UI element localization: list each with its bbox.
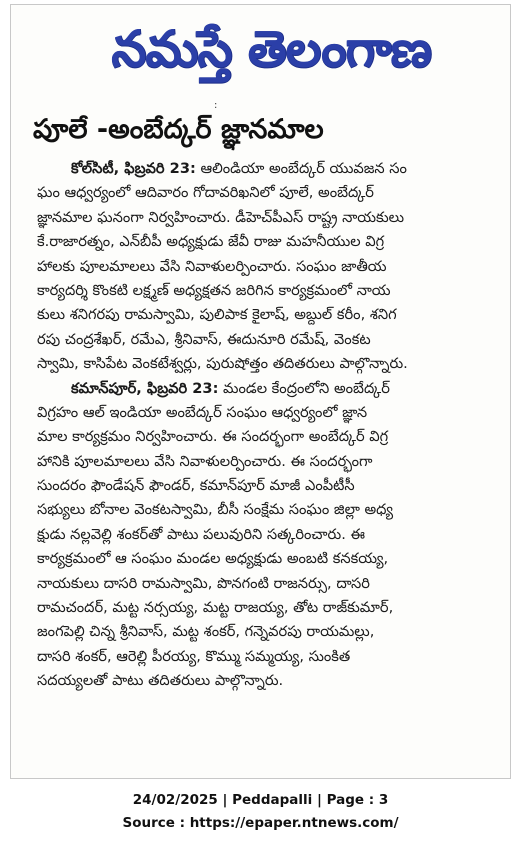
article-line (37, 596, 513, 620)
article-line (37, 498, 513, 522)
article-line (37, 425, 513, 449)
article-dateline: కమాన్‌పూర్, ఫిబ్రవరి 23: (71, 379, 219, 397)
article-line-text: రామచందర్, మట్ట నర్సయ్య, మట్ట రాజయ్య, తోట రాజ్‌కుమార్, (37, 599, 394, 617)
article-line-text: దాసరి శంకర్, ఆరెల్లి పీరయ్య, కొమ్ము సమ్మయ్య, సుంకిత (37, 647, 351, 665)
article-line-text: కులు శనిగరపు రామస్వామి, పులిపాక కైలాష్, అబ్దుల్ కరీం, శనిగ (37, 306, 397, 324)
separator-mark: : (214, 100, 218, 111)
article-line (37, 669, 513, 693)
article-line-text: సుందరం ఫౌండేషన్ ఫౌండర్, కమాన్‌పూర్ మాజీ ఎంపీటీసీ (37, 477, 355, 495)
article-line-text: ఆలిండియా అంబేద్కర్ యువజన సం (195, 160, 407, 177)
article-line (37, 401, 513, 425)
article-line-text: సదయ్యలతో పాటు తదితరులు పాల్గొన్నారు. (37, 672, 284, 690)
article-line-text: హాలకు పూలమాలలు వేసి నివాళులర్పించారు. సంఘం జాతీయ (37, 257, 387, 275)
article-line (37, 206, 513, 230)
article-line (37, 230, 513, 254)
article-headline: పూలే -అంబేద్కర్ జ్ఞానమాల (33, 114, 324, 145)
article-line-text: విగ్రహం ఆల్ ఇండియా అంబేద్కర్ సంఘం ఆధ్వర్యంలో జ్ఞాన (37, 403, 368, 421)
article-line-text: జ్ఞానమాల ఘనంగా నిర్వహించారు. డీహెచ్‌పీఎస్ రాష్ట్ర నాయకులు (37, 208, 405, 226)
article-line (37, 352, 513, 376)
article-line (37, 377, 513, 401)
article-line-text: కార్యక్రమంలో ఆ సంఘం మండల అధ్యక్షుడు అంబటి కనకయ్య, (37, 550, 389, 568)
article-line (37, 523, 513, 547)
article-line (37, 474, 513, 498)
article-line (37, 450, 513, 474)
article-line (37, 255, 513, 279)
newspaper-clipping (10, 4, 511, 779)
article-line (37, 645, 513, 669)
newspaper-masthead: నమస్తే తెలంగాణ (111, 20, 431, 78)
article-line-text: క్షుడు నల్లవెల్లి శంకర్‌తో పాటు పలువురిని సత్కరించారు. ఈ (37, 525, 365, 543)
article-dateline: కోల్‌సిటీ, ఫిబ్రవరి 23: (71, 160, 196, 177)
article-line-text: జంగపెల్లి చిన్న శ్రీనివాస్, మట్ట శంకర్, గన్నెవరపు రాయమల్లు, (37, 623, 375, 641)
article-body (37, 157, 513, 694)
article-line-text: కార్యదర్శి కొంకటి లక్ష్మణ్ అధ్యక్షతన జరిగిన కార్యక్రమంలో నాయ (37, 281, 391, 299)
article-line-text: నాయకులు దాసరి రామస్వామి, పొనగంటి రాజనర్సు, దాసరి (37, 574, 370, 592)
article-line-text: రపు చంద్రశేఖర్, రమేఎ, శ్రీనివాస్, ఈదునూరి రమేష్, వెంకట (37, 330, 371, 348)
article-line (37, 279, 513, 303)
article-line (37, 157, 513, 181)
article-line-text: కే.రాజారత్నం, ఎన్‌బీపీ అధ్యక్షుడు జేవీ రాజు మహనీయుల విగ్ర (37, 233, 385, 251)
article-line-text: సభ్యులు బోనాల వెంకటస్వామి, బీసీ సంక్షేమ సంఘం జిల్లా అధ్య (37, 501, 394, 519)
article-line-text: ఘం ఆధ్వర్యంలో ఆదివారం గోదావరిఖనిలో పూలే, అంబేద్కర్ (37, 184, 374, 202)
article-line (37, 303, 513, 327)
article-line-text: మాల కార్యక్రమం నిర్వహించారు. ఈ సందర్భంగా అంబేద్కర్ విగ్ర (37, 428, 389, 446)
article-line-text: స్వామి, కాసిపేట వెంకటేశ్వర్లు, పురుషోత్తం తదితరులు పాల్గొన్నారు. (37, 355, 408, 373)
article-line (37, 572, 513, 596)
article-line-text: హానికి పూలమాలలు వేసి నివాళులర్పించారు. ఈ సందర్భంగా (37, 452, 373, 470)
article-line (37, 181, 513, 205)
article-line (37, 620, 513, 644)
footer-source: Source : https://epaper.ntnews.com/ (122, 815, 399, 831)
footer-date-edition: 24/02/2025 | Peddapalli | Page : 3 (132, 792, 389, 808)
article-line (37, 547, 513, 571)
article-line (37, 328, 513, 352)
article-line-text: మండల కేంద్రంలోని అంబేద్కర్ (218, 379, 390, 397)
